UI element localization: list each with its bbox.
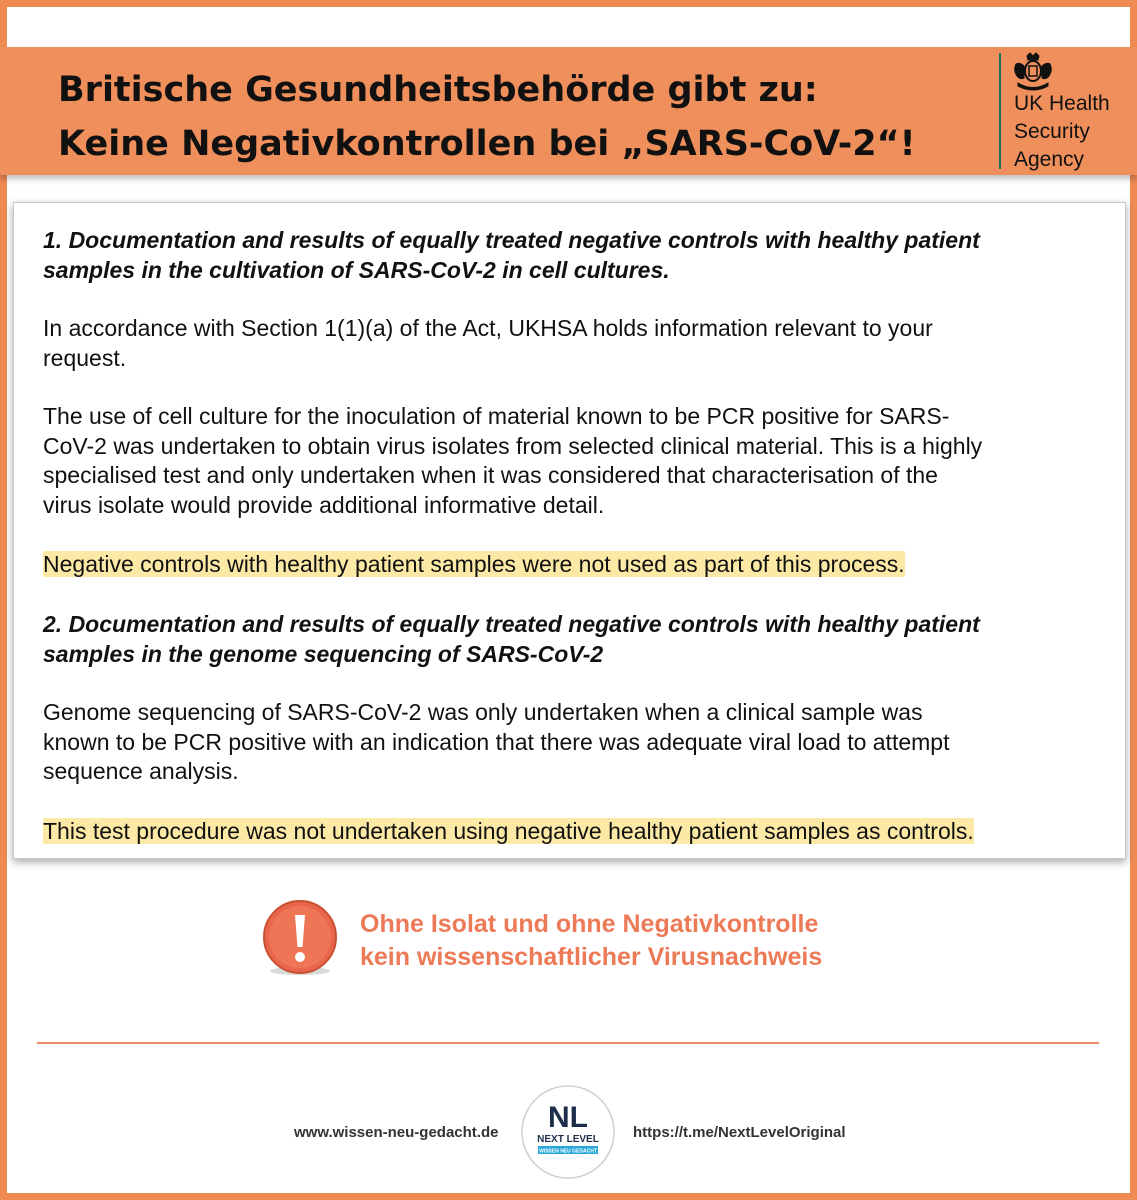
header-banner [0,47,1137,175]
document-excerpt [13,202,1126,859]
paragraph-3-line-3: sequence analysis. [43,758,239,784]
agency-name-line-2: Security [1014,120,1090,143]
question-1-line-2: samples in the cultivation of SARS-CoV-2 in cell cultures. [43,257,670,283]
alert-message [360,908,822,974]
alert-line-2: kein wissenschaftlicher Virusnachweis [360,943,823,971]
question-2-line-2: samples in the genome sequencing of SARS-CoV-2 [43,641,604,667]
website-link[interactable]: www.wissen-neu-gedacht.de [294,1124,499,1141]
paragraph-3 [43,698,1103,787]
paragraph-2 [43,402,1103,520]
paragraph-3-line-1: Genome sequencing of SARS-CoV-2 was only undertaken when a clinical sample was [43,699,923,725]
agency-divider [999,53,1001,169]
agency-name [1014,90,1110,174]
paragraph-1 [43,314,1103,373]
headline-line-1: Britische Gesundheitsbehörde gibt zu: [58,70,818,110]
royal-crest-icon [1010,52,1056,92]
next-level-logo [521,1085,615,1179]
paragraph-2-line-1: The use of cell culture for the inoculation of material known to be PCR positive for SARS- [43,403,950,429]
highlight-2-text: This test procedure was not undertaken using negative healthy patient samples as controls. [43,818,974,844]
divider-line [37,1042,1099,1044]
question-1 [43,225,1103,285]
question-1-line-1: 1. Documentation and results of equally treated negative controls with healthy patient [43,227,980,253]
alert-line-1: Ohne Isolat und ohne Negativkontrolle [360,910,819,938]
telegram-link[interactable]: https://t.me/NextLevelOriginal [633,1124,846,1141]
question-2 [43,609,1103,669]
logo-letters: NL [548,1101,588,1134]
headline [58,63,916,171]
highlighted-statement-2 [43,817,1103,847]
paragraph-2-line-2: CoV-2 was undertaken to obtain virus isolates from selected clinical material. This is a highly [43,432,983,459]
paragraph-2-line-4: virus isolate would provide additional informative detail. [43,491,605,518]
exclamation-icon [262,899,338,975]
paragraph-1-line-1: In accordance with Section 1(1)(a) of the Act, UKHSA holds information relevant to your [43,315,933,341]
highlight-1-text: Negative controls with healthy patient samples were not used as part of this process. [43,551,905,577]
headline-line-2: Keine Negativkontrollen bei „SARS-CoV-2“! [58,124,916,164]
logo-tagline: WISSEN NEU GEDACHT [539,1148,597,1155]
agency-name-line-3: Agency [1014,148,1085,171]
logo-name: NEXT LEVEL [537,1134,599,1145]
paragraph-2-line-3: specialised test and only undertaken when it was considered that characterisation of the [43,462,938,488]
highlighted-statement-1 [43,550,1103,580]
question-2-line-1: 2. Documentation and results of equally treated negative controls with healthy patient [43,611,980,637]
paragraph-1-line-2: request. [43,344,127,371]
agency-name-line-1: UK Health [1014,92,1110,115]
paragraph-3-line-2: known to be PCR positive with an indication that there was adequate viral load to attempt [43,728,950,755]
